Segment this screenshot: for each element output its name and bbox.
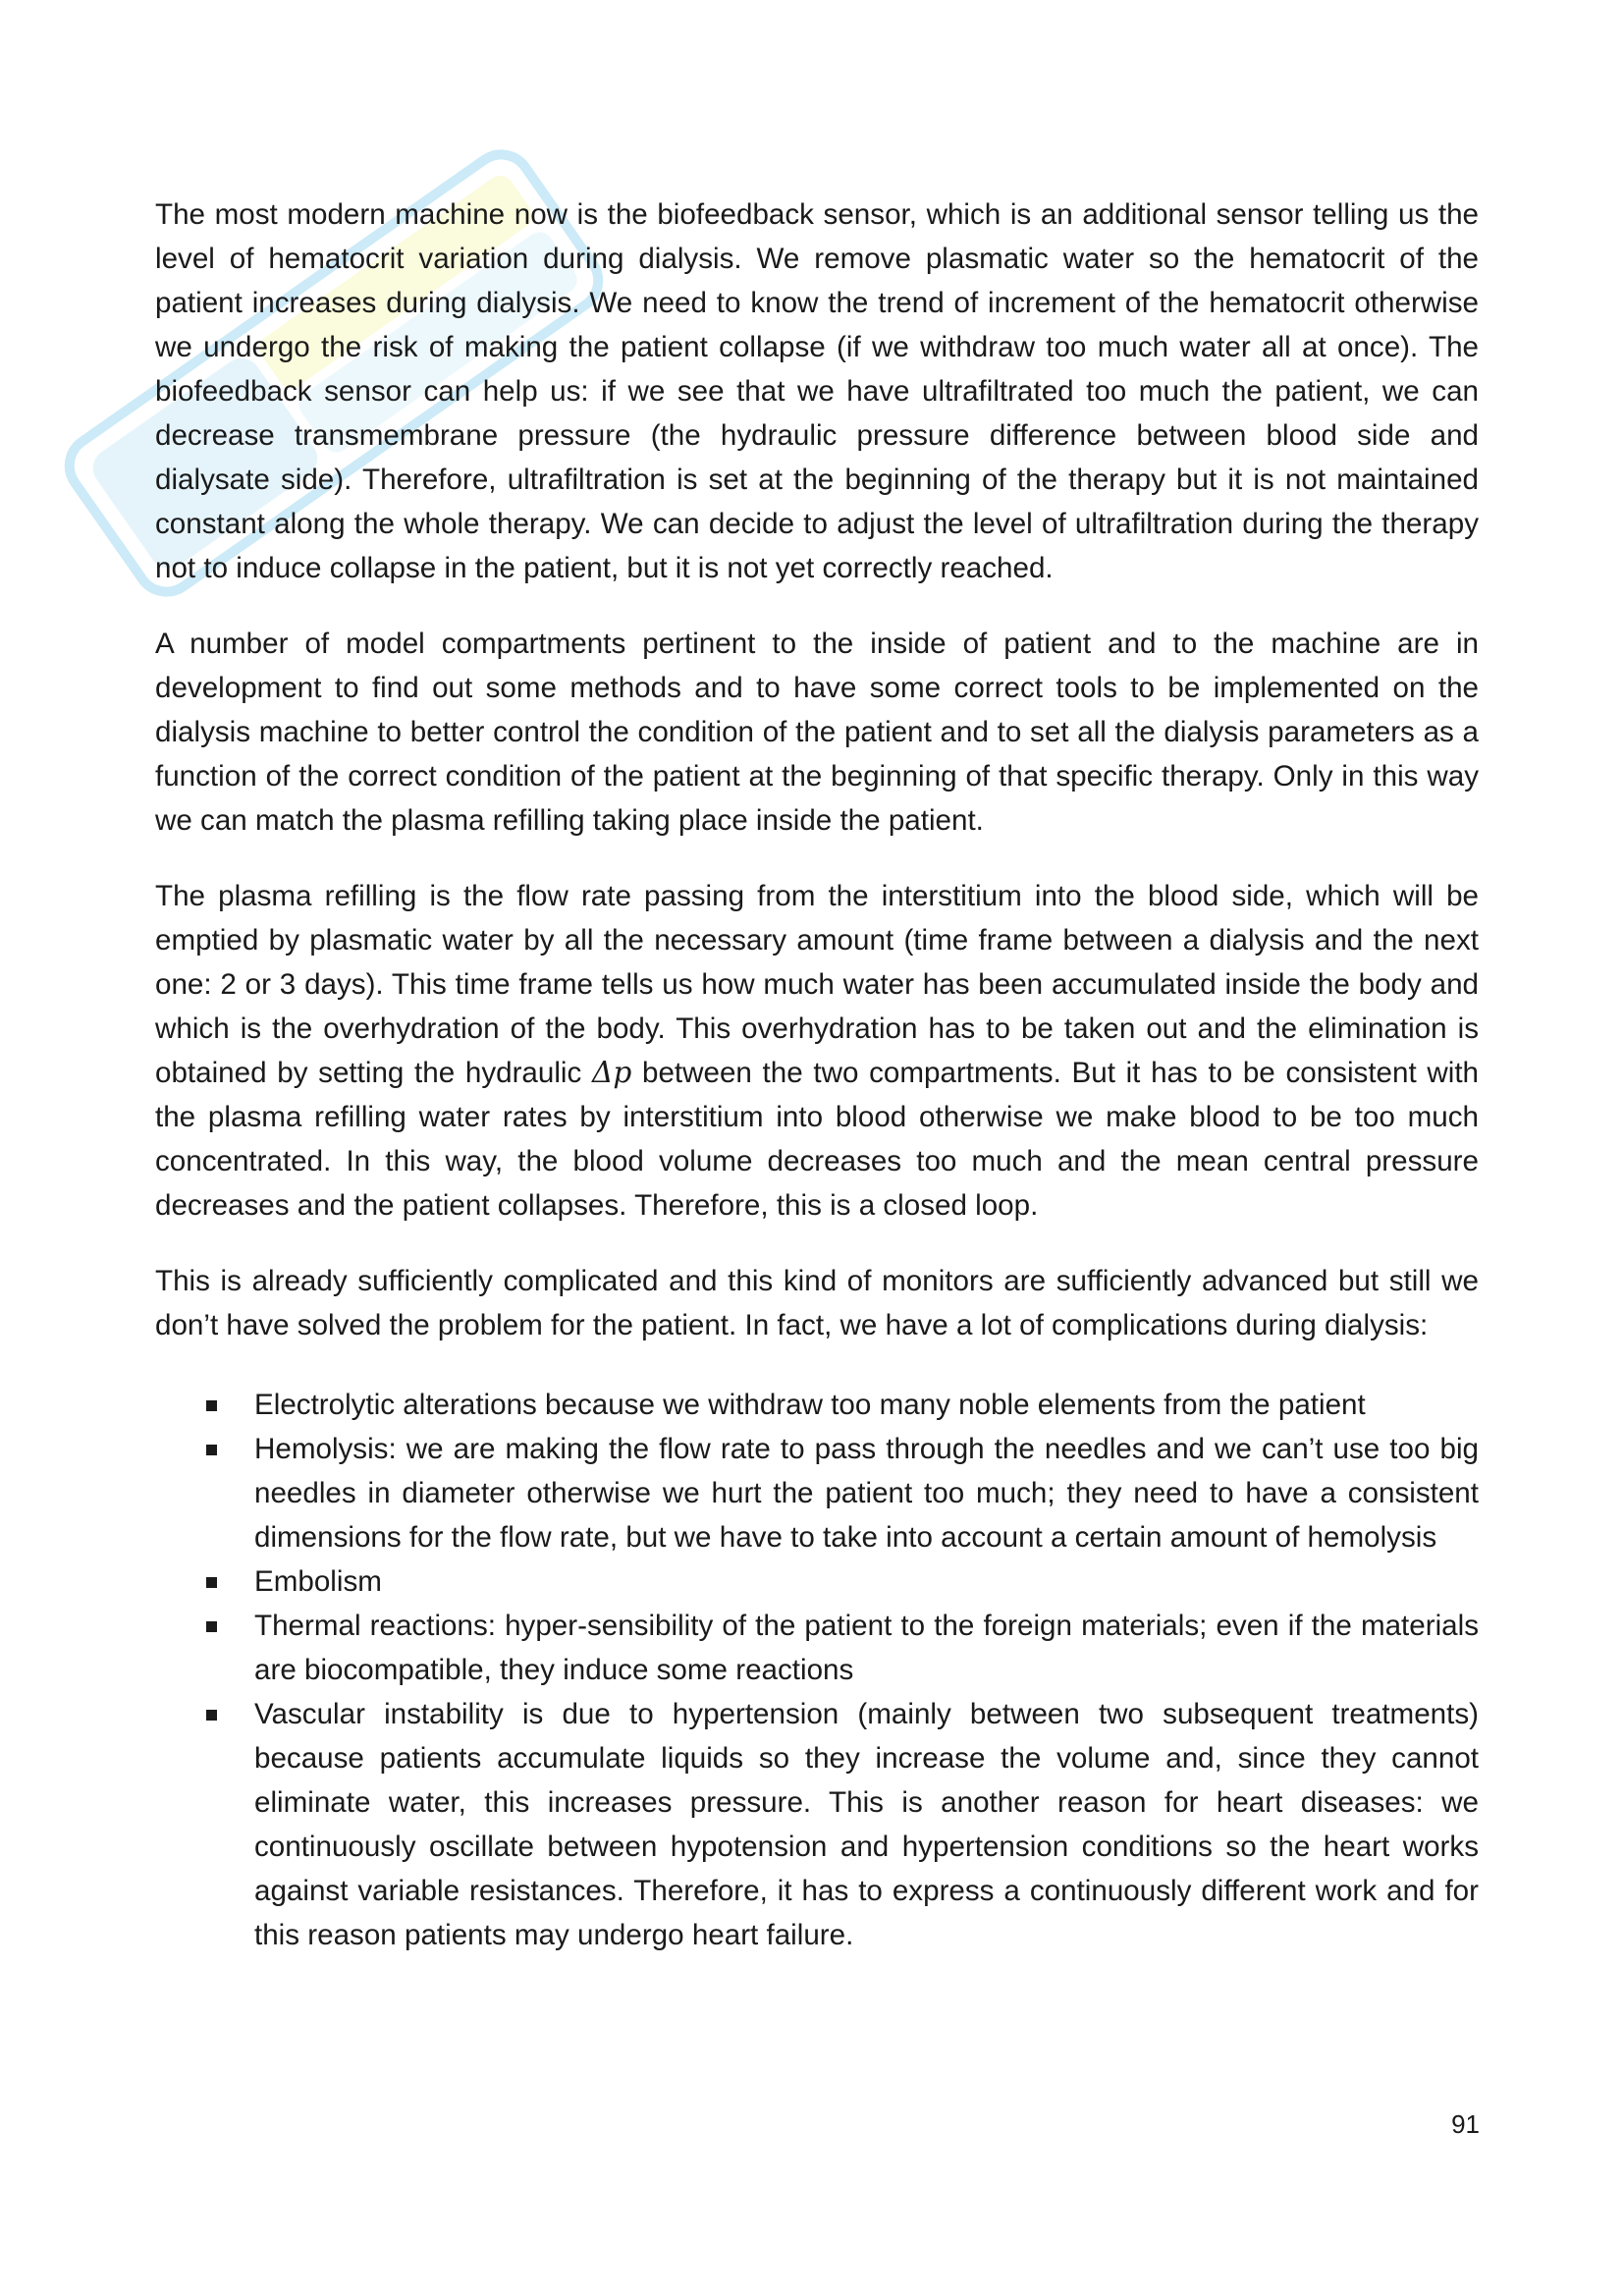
list-item [155, 1427, 1479, 1559]
bullet-square-icon [206, 1400, 217, 1411]
list-item-text: Embolism [254, 1565, 382, 1598]
page-body [155, 192, 1479, 1957]
bullet-square-icon [206, 1445, 217, 1455]
paragraph-plasma-refilling [155, 874, 1479, 1228]
complications-list [155, 1383, 1479, 1957]
paragraph-biofeedback: The most modern machine now is the biofeedback sensor, which is an additional sensor telling us the level of hematocrit variation during dialysis. We remove plasmatic water so the hematocrit of the patient increases during dialysis. We need to know the trend of increment of the hematocrit otherwise we undergo the risk of making the patient collapse (if we withdraw too much water all at once). The biofeedback sensor can help us: if we see that we have ultrafiltrated too much the patient, we can decrease transmembrane pressure (the hydraulic pressure difference between blood side and dialysate side). Therefore, ultrafiltration is set at the beginning of the therapy but it is not maintained constant along the whole therapy. We can decide to adjust the level of ultrafiltration during the therapy not to induce collapse in the patient, but it is not yet correctly reached. [155, 198, 1479, 584]
list-item [155, 1604, 1479, 1692]
bullet-square-icon [206, 1621, 217, 1632]
paragraph-plasma-refilling-part1: The plasma refilling is the flow rate passing from the interstitium into the blood side, which will be emptied by plasmatic water by all the necessary amount (time frame between a dialysis and the next one: 2 or 3 days). This time frame tells us how much water has been accumulated inside the body and which is the overhydration of the body. This overhydration has to be taken out and the elimination is obtained by setting the hydraulic [155, 880, 1479, 1089]
list-item-text: Vascular instability is due to hypertension (mainly between two subsequent treatments) because patients accumulate liquids so they increase the volume and, since they cannot eliminate water, this increases pressure. This is another reason for heart diseases: we continuously oscillate between hypotension and hypertension conditions so the heart works against variable resistances. Therefore, it has to express a continuously different work and for this reason patients may undergo heart failure. [254, 1698, 1479, 1951]
paragraph-complications-intro: This is already sufficiently complicated and this kind of monitors are sufficiently advanced but still we don’t have solved the problem for the patient. In fact, we have a lot of complications during dialysis: [155, 1265, 1479, 1341]
list-item-text: Electrolytic alterations because we withdraw too many noble elements from the patient [254, 1389, 1366, 1421]
page-number: 91 [1451, 2109, 1480, 2139]
bullet-square-icon [206, 1577, 217, 1588]
list-item [155, 1383, 1479, 1427]
list-item-text: Hemolysis: we are making the flow rate to pass through the needles and we can’t use too big needles in diameter otherwise we hurt the patient too much; they need to have a consistent dimensions for the flow rate, but we have to take into account a certain amount of hemolysis [254, 1433, 1479, 1554]
bullet-square-icon [206, 1710, 217, 1721]
list-item-text: Thermal reactions: hyper-sensibility of the patient to the foreign materials; even if the materials are biocompatible, they induce some reactions [254, 1610, 1479, 1686]
paragraph-plasma-refilling-part2: between the two compartments. But it has to be consistent with the plasma refilling water rates by interstitium into blood otherwise we make blood to be too much concentrated. In this way, the blood volume decreases too much and the mean central pressure decreases and the patient collapses. Therefore, this is a closed loop. [155, 1057, 1479, 1222]
paragraph-model-compartments: A number of model compartments pertinent to the inside of patient and to the machine are in development to find out some methods and to have some correct tools to be implemented on the dialysis machine to better control the condition of the patient and to set all the dialysis parameters as a function of the correct condition of the patient at the beginning of that specific therapy. Only in this way we can match the plasma refilling taking place inside the patient. [155, 628, 1479, 837]
delta-p-symbol: Δp [591, 1056, 632, 1089]
list-item [155, 1559, 1479, 1604]
list-item [155, 1692, 1479, 1957]
